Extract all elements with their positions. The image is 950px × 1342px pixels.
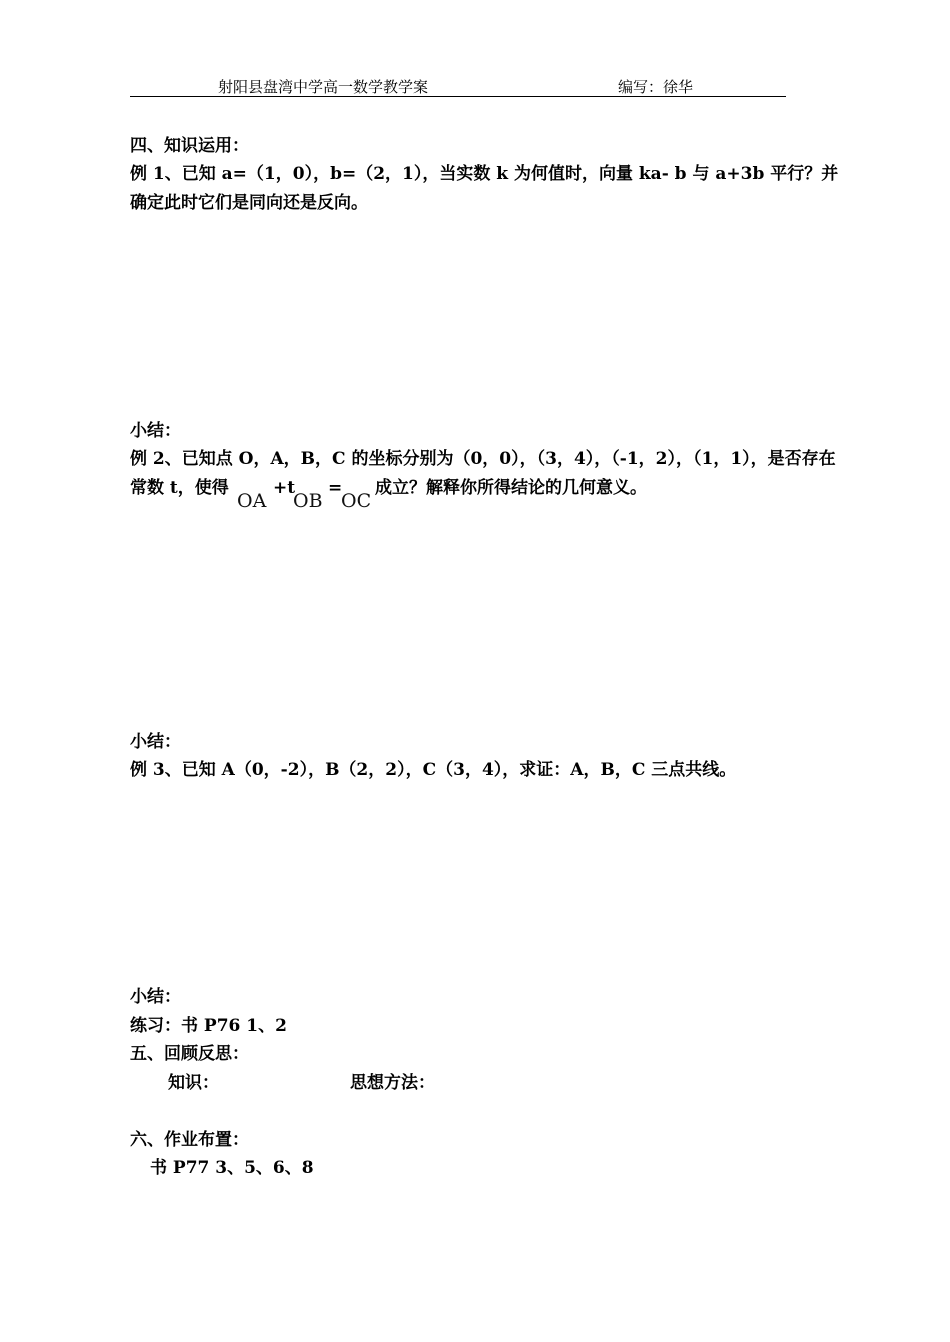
section-5-title: 五、回顾反思：: [130, 1044, 249, 1064]
plus-t-text: +t: [273, 478, 296, 498]
example-3-summary: 小结：: [130, 987, 181, 1007]
section-6-title: 六、作业布置：: [130, 1130, 249, 1150]
example-2-line-1: 例 2、已知点 O，A，B，C 的坐标分别为（0，0），（3，4），（-1，2），（1，1），是否存在: [130, 449, 836, 469]
section-4-title: 四、知识运用：: [130, 136, 249, 156]
example-2-summary: 小结：: [130, 732, 181, 752]
example-1-line-1: 例 1、已知 a=（1，0），b=（2，1），当实数 k 为何值时，向量 ka- b 与 a+3b 平行？并: [130, 164, 839, 184]
methods-label: 思想方法：: [350, 1073, 435, 1093]
example-1-summary: 小结：: [130, 421, 181, 441]
vector-ob: OB: [293, 490, 323, 512]
page-header: [130, 74, 786, 97]
example-1-line-2: 确定此时它们是同向还是反向。: [130, 193, 368, 213]
example-2-line-2-start: 常数 t，使得: [130, 478, 229, 498]
school-title: 射阳县盘湾中学高一数学教学案: [218, 78, 429, 96]
homework-line: 书 P77 3、5、6、8: [150, 1158, 314, 1178]
vector-oc: OC: [341, 490, 372, 512]
author-label: 编写：徐华: [618, 78, 694, 96]
knowledge-label: 知识：: [168, 1073, 219, 1093]
example-3-line-1: 例 3、已知 A（0，-2），B（2，2），C（3，4），求证：A，B，C 三点共线。: [130, 760, 737, 780]
example-2-line-2-end: 成立？解释你所得结论的几何意义。: [375, 478, 647, 498]
vector-oa: OA: [237, 490, 267, 512]
practice-line: 练习：书 P76 1、2: [130, 1016, 287, 1036]
equals-sign: =: [328, 478, 343, 498]
